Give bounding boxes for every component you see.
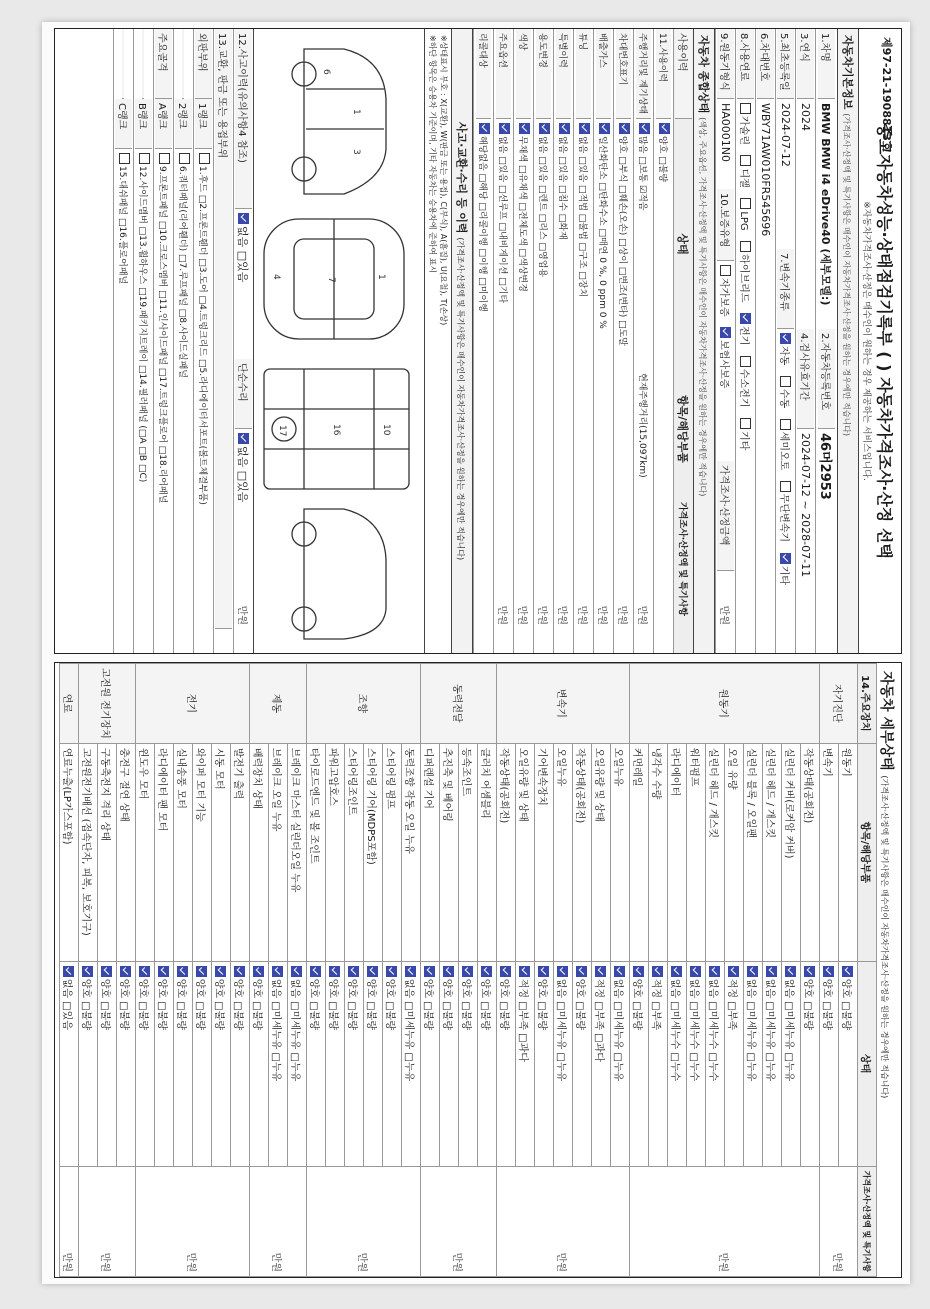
general-row-state[interactable]: 양호 □부식 □훼손(오손) □상이 □변조(변타) □도말 xyxy=(616,119,631,369)
general-row-detail xyxy=(603,369,605,489)
detail-item: 실린더 헤드 / 개스킷 xyxy=(706,743,725,961)
detail-row xyxy=(839,664,858,1277)
detail-state[interactable]: 없음 □미세누유 □누유 xyxy=(269,961,288,1166)
inspection-sheet xyxy=(48,22,908,1284)
trans-manual-checkbox[interactable]: 수동 xyxy=(778,376,789,408)
detail-state[interactable]: 없음 □미세누유 □누유 xyxy=(782,961,801,1166)
plate-label: 2.자동차등록번호 xyxy=(818,329,835,429)
general-row-unit: 만원 xyxy=(516,605,527,625)
detail-state[interactable]: 적정 □부족 xyxy=(725,961,744,1166)
general-row-unit: 만원 xyxy=(616,605,627,625)
detail-unit: 만원 xyxy=(60,1166,79,1276)
detail-item: 라디에이터 팬 모터 xyxy=(155,743,174,961)
a-rank-parts: 9.프론트패널 □10.크로스멤버 □11.인사이드패널 □17.트렁크플로어 □18.리어패널 xyxy=(156,149,171,629)
svg-text:3: 3 xyxy=(351,149,361,155)
svg-text:1: 1 xyxy=(351,109,361,115)
general-row-detail xyxy=(583,369,585,489)
general-status-table xyxy=(473,29,694,653)
detail-item: 브레이크 오일 누유 xyxy=(269,743,288,961)
detail-item: 연료누출(LP가스포함) xyxy=(60,743,79,961)
right-panel xyxy=(54,662,902,1278)
car-diagram xyxy=(254,29,425,653)
detail-item: 와이퍼 모터 기능 xyxy=(193,743,212,961)
general-row-label: 리콜대상 xyxy=(476,29,491,119)
transmission-options xyxy=(777,329,794,629)
detail-unit: 만원 xyxy=(630,1166,820,1276)
detail-item: 기어변속장치 xyxy=(535,743,554,961)
rank1-label: 1랭크 xyxy=(195,99,212,149)
general-row-unit: 만원 xyxy=(636,605,647,625)
device-group-label: 조향 xyxy=(307,664,421,744)
detail-item: 오일유량 및 상태 xyxy=(516,743,535,961)
detail-item: 실린더 커버(로커암 커버) xyxy=(782,743,801,961)
document-subtitle: ※자동차가격조사·산정은 매수인이 원하는 경우 제공하는 서비스입니다. xyxy=(861,201,871,481)
detail-row xyxy=(402,664,421,1277)
engine-type: HA0001N0 xyxy=(719,103,732,163)
svg-text:4: 4 xyxy=(271,274,281,280)
detail-state[interactable]: 양호 □불량 xyxy=(459,961,478,1166)
detail-item: 클러치 어셈블리 xyxy=(478,743,497,961)
price-label: 가격조사·산정금액 xyxy=(717,461,734,571)
col-state: 상태 xyxy=(858,961,877,1166)
detail-state[interactable]: 없음 □있음 xyxy=(60,961,79,1166)
detail-item: 커먼레일 xyxy=(630,743,649,961)
detail-item: 스티어링조인트 xyxy=(345,743,364,961)
detail-state[interactable]: 양호 □불량 xyxy=(573,961,592,1166)
general-row-detail xyxy=(663,369,665,489)
col-price: 가격조사·산정액 및 특기사항 xyxy=(677,501,687,616)
car-outline-diagram xyxy=(254,29,424,649)
device-group-label: 자기진단 xyxy=(820,664,858,744)
rank1-parts: 1.후드 □2.프론트휀더 □3.도어 □4.트렁크리드 □5.라디에이터서포트(볼트체결부품) xyxy=(196,149,211,629)
detail-state[interactable]: 적정 □부족 xyxy=(649,961,668,1166)
car-name: BMW BMW i4 eDrive40 (세부모델:) xyxy=(819,103,833,306)
trans-other-checkbox[interactable]: 기타 xyxy=(778,553,789,585)
detail-unit: 만원 xyxy=(497,1166,630,1276)
general-row-state[interactable]: 무채색 □유채색 □전체도색 □색상변경 xyxy=(516,119,531,369)
general-row xyxy=(633,29,653,653)
detail-state[interactable]: 양호 □불량 xyxy=(155,961,174,1166)
general-row-unit: 만원 xyxy=(496,605,507,625)
detail-state[interactable]: 양호 □불량 xyxy=(497,961,516,1166)
detail-item: 원동기 xyxy=(839,743,858,961)
col-detail: 항목/해당부품 xyxy=(676,395,690,463)
detail-item: 배력장치 상태 xyxy=(250,743,269,961)
detail-state[interactable]: 없음 □미세누유 □누유 xyxy=(402,961,421,1166)
detail-row xyxy=(231,664,250,1277)
general-row-unit: 만원 xyxy=(596,605,607,625)
detail-state[interactable]: 양호 □불량 xyxy=(117,961,136,1166)
general-row-state[interactable]: 양호 □불량 xyxy=(656,119,671,369)
general-row xyxy=(533,29,553,653)
detail-state[interactable]: 양호 □불량 xyxy=(421,961,440,1166)
svg-text:17: 17 xyxy=(277,425,287,437)
svg-text:1: 1 xyxy=(376,274,386,280)
device-group-label: 연료 xyxy=(60,664,79,744)
detail-item: 동력조향 작동 오일 누유 xyxy=(402,743,421,961)
detail-state[interactable]: 양호 □불량 xyxy=(250,961,269,1166)
general-row-unit: 만원 xyxy=(556,605,567,625)
svg-text:16: 16 xyxy=(331,424,341,436)
general-row-unit xyxy=(663,489,665,629)
general-row-unit xyxy=(483,489,485,629)
device-group-label: 제동 xyxy=(250,664,307,744)
general-row-state[interactable]: 일산화탄소 □탄화수소 □매연 0 %, 0 ppm 0 % xyxy=(596,119,611,369)
detail-item: 윈도우 모터 xyxy=(136,743,155,961)
detail-state[interactable]: 양호 □불량 xyxy=(478,961,497,1166)
left-panel xyxy=(54,28,902,654)
b-rank-label: B랭크 xyxy=(135,99,152,149)
first-registration-date: 2024-07-12 xyxy=(779,103,792,167)
detail-state[interactable]: 양호 □불량 xyxy=(345,961,364,1166)
fuel-hydrogen-checkbox[interactable]: 수소전기 xyxy=(738,356,749,408)
fuel-lpg-checkbox[interactable]: LPG xyxy=(738,198,749,230)
vin-number: WBY71AW010FR545696 xyxy=(759,103,772,237)
device-group-label: 고전원 전기장치 xyxy=(79,664,136,744)
detail-state[interactable]: 양호 □불량 xyxy=(820,961,839,1166)
car-name-label: 1.차명 xyxy=(818,29,835,99)
detail-item: 고전원전기배선 (접속단자, 피복, 보호기구) xyxy=(79,743,98,961)
detail-state[interactable]: 양호 □불량 xyxy=(364,961,383,1166)
col-item: 항목/해당부품 xyxy=(858,743,877,961)
accident-history-state: 없음 □있음 xyxy=(235,209,253,359)
accident-history-label: 12.사고이력(유의사항4 참조) xyxy=(235,29,252,209)
detail-item: 파워고압호스 xyxy=(326,743,345,961)
detail-item: 작동상태(공회전) xyxy=(801,743,820,961)
general-row-detail xyxy=(503,369,505,489)
detail-state[interactable]: 양호 □불량 xyxy=(79,961,98,1166)
detail-state[interactable]: 없음 □미세누수 □누수 xyxy=(706,961,725,1166)
fuel-label: 8.사용연료 xyxy=(737,29,754,99)
general-row-label: 색상 xyxy=(516,29,531,119)
detail-unit: 만원 xyxy=(250,1166,307,1276)
general-row-detail xyxy=(563,369,565,489)
detail-item: 스티어링 기어(MDPS포함) xyxy=(364,743,383,961)
general-row xyxy=(653,29,673,653)
device-group-label: 변속기 xyxy=(497,664,630,744)
basic-info-heading: 자동차기본정보 (가격조사·산정액 및 특기사항은 매수인이 자동차가격조사·산정을 원하는 경우에만 적습니다) xyxy=(838,29,859,653)
registration-number: 제97-21-1908813호 xyxy=(880,37,893,152)
model-year: 2024 xyxy=(799,103,812,131)
general-row-label: 차대번호표기 xyxy=(616,29,631,119)
trans-cvt-checkbox[interactable]: 무단변속기 xyxy=(778,481,789,542)
detail-item: 스티어링 펌프 xyxy=(383,743,402,961)
general-row-label: 용도변경 xyxy=(536,29,551,119)
detail-state[interactable]: 없음 □미세누유 □누유 xyxy=(288,961,307,1166)
general-row-state[interactable]: 해당없음 □해당 □리콜이행 □이행 □미이행 xyxy=(476,119,491,369)
frame-label: 주요골격 xyxy=(155,29,172,99)
detail-heading: 자동차 세부상태 (가격조사·산정액 및 특기사항은 매수인이 자동차가격조사·산정을 원하는 경우에만 적습니다) xyxy=(878,671,894,1099)
detail-item: 작동상태(공회전) xyxy=(573,743,592,961)
accident-heading: 사고·교환·수리 등 이력 (가격조사·산정액 및 특기사항은 매수인이 자동차가격조사·산정을 원하는 경우에만 적습니다) xyxy=(452,29,473,653)
col-main-device: 14.주요장치 xyxy=(858,664,877,744)
svg-text:10: 10 xyxy=(381,424,391,436)
simple-repair-state: 없음 □있음 xyxy=(235,429,253,549)
detail-unit: 만원 xyxy=(79,1166,136,1276)
accident-unit: 만원 xyxy=(236,605,247,625)
general-row-label: 배출가스 xyxy=(596,29,611,119)
valid-label: 4.검사유효기간 xyxy=(797,329,814,429)
general-row xyxy=(513,29,533,653)
detail-item: 실린더 헤드 / 개스킷 xyxy=(763,743,782,961)
detail-state[interactable]: 적정 □부족 □과다 xyxy=(516,961,535,1166)
col-state: 상태 xyxy=(676,233,690,255)
accident-table xyxy=(113,29,254,653)
svg-text:7: 7 xyxy=(326,277,336,283)
accident-legend: ※상태표시 부호 : X(교환), W(판금 또는 용접), C(부식), A(흠집), U(요철), T(손상) ※하단 항목은 승용차 기준이며, 기타 자동차는 승용차에 준하여 표시 xyxy=(425,29,452,653)
detail-item: 작동상태(공회전) xyxy=(497,743,516,961)
warranty-label: 10.보증유형 xyxy=(717,189,734,261)
general-row-unit: 만원 xyxy=(576,605,587,625)
general-row-label: 주요옵션 xyxy=(496,29,511,119)
general-row xyxy=(553,29,573,653)
detail-state[interactable]: 양호 □불량 xyxy=(136,961,155,1166)
detail-item: 실내송풍 모터 xyxy=(174,743,193,961)
general-status-heading: 자동차 종합상태 (색상, 주요옵션, 가격조사·산정액 및 특기사항은 매수인이 자동차가격조사·산정을 원하는 경우에만 적습니다) xyxy=(694,29,715,653)
detail-state[interactable]: 양호 □불량 xyxy=(630,961,649,1166)
detail-item: 워터펌프 xyxy=(687,743,706,961)
general-row xyxy=(493,29,513,653)
rank2-label: 2랭크 xyxy=(175,99,192,149)
fuel-other-checkbox[interactable]: 기타 xyxy=(738,418,749,450)
general-row xyxy=(593,29,613,653)
general-row-state[interactable]: 많음 □보통 ☑적음 xyxy=(636,119,651,369)
detail-item: 오일누유 xyxy=(611,743,630,961)
general-row-detail: 현재주행거리(15,097km) xyxy=(637,373,647,478)
general-row xyxy=(613,29,633,653)
transmission-label: 7.변속기종류 xyxy=(777,249,794,329)
detail-state[interactable]: 양호 □불량 xyxy=(326,961,345,1166)
trans-auto-checkbox[interactable]: 자동 xyxy=(778,333,789,365)
detail-item: 실린더 블록 / 오일팬 xyxy=(744,743,763,961)
document-title: 중고자동차성능·상태점검기록부 ( ) 자동차가격조사·산정 선택 xyxy=(875,123,894,559)
outer-panel-label: 외판부위 xyxy=(195,29,212,99)
basic-info-table xyxy=(715,29,838,653)
svg-text:6: 6 xyxy=(321,69,331,75)
fuel-hybrid-checkbox[interactable]: 하이브리드 xyxy=(738,241,749,302)
a-rank-label: A랭크 xyxy=(155,99,172,149)
fuel-diesel-checkbox[interactable]: 디젤 xyxy=(738,155,749,187)
simple-repair-label: 단순수리 xyxy=(235,359,252,429)
detail-row xyxy=(478,664,497,1277)
detail-item: 시동 모터 xyxy=(212,743,231,961)
fuel-options xyxy=(737,99,754,629)
c-rank-parts: 15.대쉬패널 □16.플로어패널 xyxy=(116,149,131,629)
fuel-gasoline-checkbox[interactable]: 가솔린 xyxy=(738,103,749,145)
detail-item: 라디에이터 xyxy=(668,743,687,961)
col-usage: 사용이력 xyxy=(675,29,692,119)
detail-state[interactable]: 양호 □불량 xyxy=(174,961,193,1166)
detail-state[interactable]: 없음 □미세누유 □누유 xyxy=(763,961,782,1166)
first-reg-label: 5.최초등록일 xyxy=(777,29,794,99)
detail-state[interactable]: 없음 □미세누유 □누유 xyxy=(554,961,573,1166)
general-row-label: 튜닝 xyxy=(576,29,591,119)
device-group-label: 원동기 xyxy=(630,664,820,744)
document-paper xyxy=(42,22,910,1284)
device-group-label: 전기 xyxy=(136,664,250,744)
b-rank-parts: 12.사이드멤버 □13.휠하우스 □19.패키지트레이 □14.필러패널 (□A □B □C) xyxy=(136,149,151,629)
detail-state[interactable]: 양호 □불량 xyxy=(98,961,117,1166)
detail-state[interactable]: 없음 □미세누유 □누유 xyxy=(611,961,630,1166)
detail-item: 구동축전지 격리 상태 xyxy=(98,743,117,961)
detail-unit: 만원 xyxy=(820,1166,858,1276)
col-price: 가격조사·산정액 및 특기사항 xyxy=(858,1166,877,1276)
general-row-unit: 만원 xyxy=(536,605,547,625)
detail-state[interactable]: 양호 □불량 xyxy=(193,961,212,1166)
detail-state[interactable]: 없음 □미세누수 □누수 xyxy=(668,961,687,1166)
general-row-detail xyxy=(523,369,525,489)
inspection-valid-period: 2024-07-12 ~ 2028-07-11 xyxy=(799,433,812,578)
detail-unit: 만원 xyxy=(421,1166,497,1276)
detail-state[interactable]: 적정 □부족 □과다 xyxy=(592,961,611,1166)
trans-semi-checkbox[interactable]: 세미오토 xyxy=(778,419,789,471)
detail-item: 오일유량 및 상태 xyxy=(592,743,611,961)
detail-item: 냉각수 수량 xyxy=(649,743,668,961)
device-group-label: 동력전달 xyxy=(421,664,497,744)
warranty-insurer-checkbox[interactable]: 보험사보증 xyxy=(718,327,729,388)
detail-state[interactable]: 양호 □불량 xyxy=(839,961,858,1166)
repair-parts-label: 13.교환, 판금 또는 용접부위 xyxy=(215,29,232,629)
general-row-state[interactable]: 없음 □있음 □렌트 □리스 □영업용 xyxy=(536,119,551,369)
rank2-parts: 6.쿼터패널(리어휀더) □7.루프패널 □8.사이드실패널 xyxy=(176,149,191,629)
plate-number: 46머2953 xyxy=(817,433,832,500)
detail-state[interactable]: 양호 □불량 xyxy=(231,961,250,1166)
fuel-electric-checkbox[interactable]: 전기 xyxy=(738,313,749,345)
detail-state[interactable]: 양호 □불량 xyxy=(307,961,326,1166)
general-row-detail xyxy=(483,369,485,489)
detail-row xyxy=(801,664,820,1277)
general-row-state[interactable]: 없음 □있음 □적법 □불법 □구조 □장치 xyxy=(576,119,591,369)
detail-item: 변속기 xyxy=(820,743,839,961)
general-row-label: 특별이력 xyxy=(556,29,571,119)
vin-label: 6.차대번호 xyxy=(757,29,774,99)
general-row xyxy=(473,29,493,653)
detail-state[interactable]: 없음 □미세누유 □누유 xyxy=(744,961,763,1166)
general-row-detail xyxy=(543,369,545,489)
general-row-detail xyxy=(623,369,625,489)
car-side-right xyxy=(292,509,386,639)
detail-item: 디퍼렌셜 기어 xyxy=(421,743,440,961)
year-label: 3.연식 xyxy=(797,29,814,99)
detail-row xyxy=(60,664,79,1277)
detail-item: 타이로드엔드 및 볼 조인트 xyxy=(307,743,326,961)
detail-unit: 만원 xyxy=(307,1166,421,1276)
warranty-self-checkbox[interactable]: 자가보증 xyxy=(718,265,729,317)
general-row-state[interactable]: 없음 □있음 □침수 □화재 xyxy=(556,119,571,369)
warranty-options xyxy=(717,261,734,461)
detail-state[interactable]: 양호 □불량 xyxy=(535,961,554,1166)
detail-row xyxy=(611,664,630,1277)
detail-state[interactable]: 양호 □불량 xyxy=(212,961,231,1166)
detail-state[interactable]: 없음 □미세누수 □누수 xyxy=(687,961,706,1166)
detail-item: 오일 유량 xyxy=(725,743,744,961)
detail-state[interactable]: 양호 □불량 xyxy=(440,961,459,1166)
detail-item: 등속조인트 xyxy=(459,743,478,961)
detail-status-table xyxy=(59,663,877,1277)
c-rank-label: C랭크 xyxy=(115,99,132,149)
detail-unit: 만원 xyxy=(136,1166,250,1276)
detail-state[interactable]: 양호 □불량 xyxy=(383,961,402,1166)
detail-state[interactable]: 양호 □불량 xyxy=(801,961,820,1166)
detail-item: 충전구 절연 상태 xyxy=(117,743,136,961)
general-row-label: 11.사용이력 xyxy=(656,29,671,119)
detail-item: 브레이크 마스터 실린더오일 누유 xyxy=(288,743,307,961)
detail-item: 추진축 및 베어링 xyxy=(440,743,459,961)
detail-item: 오일누유 xyxy=(554,743,573,961)
engine-label: 9.원동기형식 xyxy=(717,29,734,99)
general-row-label: 주행거리및 계기상태 xyxy=(636,29,651,119)
general-row-state[interactable]: 없음 □있음 □선루프 □내비게이션 □기타 xyxy=(496,119,511,369)
detail-row xyxy=(288,664,307,1277)
car-side-left xyxy=(292,49,386,194)
general-row xyxy=(573,29,593,653)
price-unit: 만원 xyxy=(718,605,729,625)
detail-item: 발전기 출력 xyxy=(231,743,250,961)
detail-row xyxy=(117,664,136,1277)
